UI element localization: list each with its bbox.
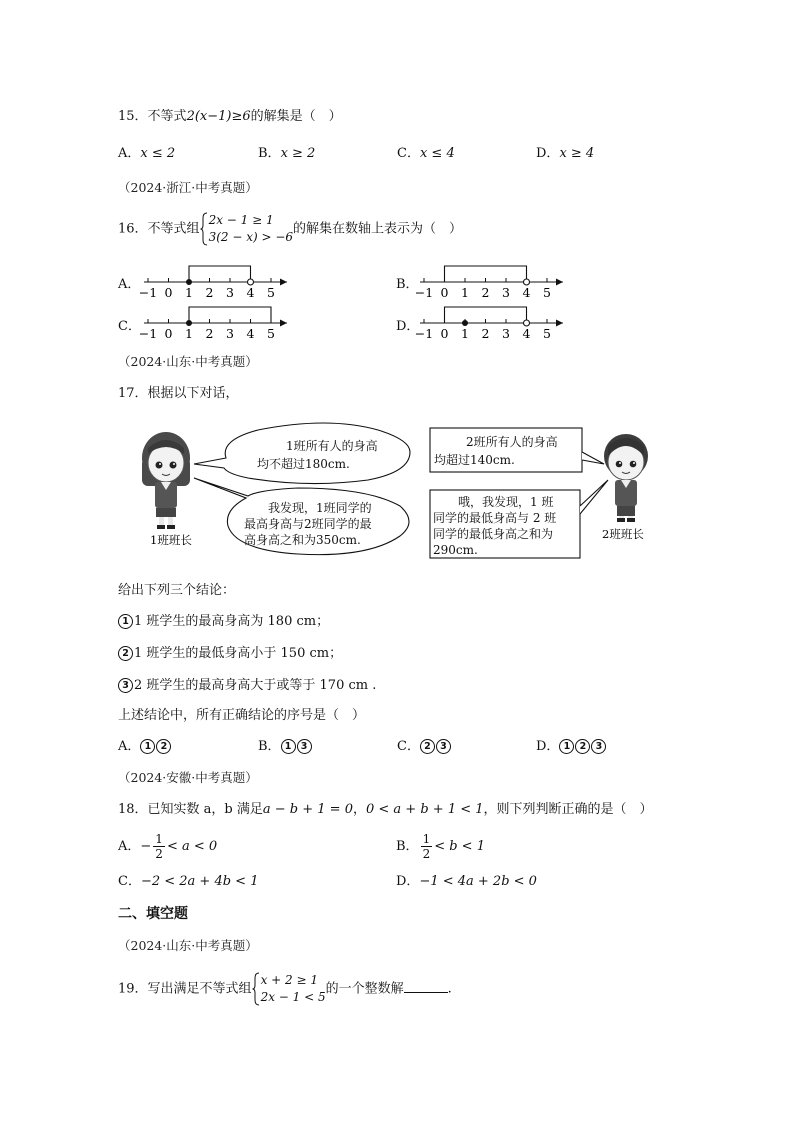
q15-number: 15． — [118, 109, 148, 124]
tick-label: 0 — [164, 285, 173, 300]
axis-arrow-icon — [556, 320, 563, 327]
tick-label: 3 — [502, 326, 510, 341]
svg-text:哦，我发现，1 班: 哦，我发现，1 班 — [458, 495, 554, 509]
svg-text:同学的最低身高之和为: 同学的最低身高之和为 — [433, 527, 554, 541]
q15-expression: 2(x−1)≥6 — [186, 109, 251, 124]
tick-label: 0 — [164, 326, 173, 341]
q18-option-b[interactable]: B． $\frac{1}{2}$ < b < 1 — [396, 832, 485, 861]
q17-conclusion-2: 2 1 班学生的最低身高小于 150 cm； — [118, 645, 342, 663]
q18-option-c[interactable]: C．−2 < 2a + 4b < 1 — [118, 874, 259, 889]
tick-label: 1 — [461, 326, 469, 341]
svg-text:同学的最低身高与 2 班: 同学的最低身高与 2 班 — [433, 511, 557, 525]
tick-label: −1 — [138, 285, 158, 300]
q17-option-d[interactable]: D． 1 2 3 — [536, 738, 607, 756]
tick-label: −1 — [414, 326, 434, 341]
tick-label: 4 — [522, 285, 531, 300]
tick-label: 2 — [205, 285, 214, 300]
q17-option-a[interactable]: A． 1 2 — [118, 738, 172, 756]
q17-conclusion-1: 1 1 班学生的最高身高为 180 cm； — [118, 613, 329, 631]
q17-question: 上述结论中，所有正确结论的序号是（ ） — [118, 708, 366, 723]
tick-label: 3 — [226, 326, 234, 341]
filled-point — [186, 279, 192, 285]
filled-point — [462, 320, 468, 326]
answer-blank[interactable] — [404, 980, 448, 993]
tick-label: 1 — [185, 285, 193, 300]
tick-label: 5 — [543, 285, 551, 300]
boy-class2-monitor-illustration — [604, 434, 648, 522]
svg-text:2班所有人的身高: 2班所有人的身高 — [466, 435, 558, 449]
tick-label: 3 — [226, 285, 234, 300]
label-class2-monitor: 2班班长 — [602, 527, 644, 541]
q17-option-c[interactable]: C． 2 3 — [397, 738, 452, 756]
q19-stem: 19．写出满足不等式组 x + 2 ≥ 1 2x − 1 < 5 的一个整数解 . — [118, 973, 452, 1004]
tick-label: 5 — [543, 326, 551, 341]
tick-label: −1 — [138, 326, 158, 341]
q15-option-c[interactable]: C．x ≤ 4 — [397, 146, 455, 161]
q15-option-d[interactable]: D．x ≥ 4 — [536, 146, 595, 161]
q17-option-b[interactable]: B． 1 3 — [258, 738, 313, 756]
svg-text:最高身高与2班同学的最: 最高身高与2班同学的最 — [244, 517, 372, 531]
tick-label: 4 — [246, 326, 255, 341]
q16-source: （2024·浙江·中考真题） — [118, 180, 258, 195]
q17-conclusion-3: 3 2 班学生的最高身高大于或等于 170 cm . — [118, 677, 376, 695]
open-point — [248, 279, 254, 285]
q17-intro: 给出下列三个结论： — [118, 583, 236, 598]
tick-label: 1 — [461, 285, 469, 300]
svg-text:1班所有人的身高: 1班所有人的身高 — [286, 439, 378, 453]
filled-point — [186, 320, 192, 326]
tick-label: 2 — [481, 326, 490, 341]
svg-text:高身高之和为350cm.: 高身高之和为350cm. — [244, 533, 361, 547]
svg-text:均不超过180cm.: 均不超过180cm. — [257, 457, 350, 471]
q18-source: （2024·安徽·中考真题） — [118, 770, 258, 785]
q19-system: x + 2 ≥ 1 2x − 1 < 5 — [252, 972, 326, 1006]
tick-label: −1 — [414, 285, 434, 300]
q17-stem: 17．根据以下对话， — [118, 386, 239, 401]
axis-arrow-icon — [556, 279, 563, 286]
svg-text:290cm.: 290cm. — [433, 543, 478, 557]
open-point — [524, 320, 530, 326]
q16-option-b-label[interactable]: B． — [396, 277, 419, 292]
q18-stem: 18．已知实数 a，b 满足a − b + 1 = 0，0 < a + b + 1 < 1，则下列判断正确的是（ ） — [118, 802, 653, 817]
tick-label: 1 — [185, 326, 193, 341]
q19-source: （2024·山东·中考真题） — [118, 938, 258, 953]
brace-icon — [200, 212, 208, 246]
q15-option-a[interactable]: A．x ≤ 2 — [118, 146, 176, 161]
tick-label: 0 — [440, 326, 449, 341]
tick-label: 3 — [502, 285, 510, 300]
q16-option-c-label[interactable]: C． — [118, 319, 141, 334]
girl-class1-monitor-illustration — [142, 432, 190, 529]
q16-option-d-label[interactable]: D． — [396, 319, 420, 334]
q15-option-b[interactable]: B．x ≥ 2 — [258, 146, 316, 161]
svg-text:我发现，1班同学的: 我发现，1班同学的 — [268, 501, 372, 515]
brace-icon — [252, 972, 260, 1006]
q18-option-d[interactable]: D．−1 < 4a + 2b < 0 — [396, 874, 537, 889]
q17-dialogue-figure — [128, 418, 668, 568]
q15-stem: 15．不等式2(x−1)≥6的解集是（ ） — [118, 109, 342, 124]
tick-label: 4 — [246, 285, 255, 300]
tick-label: 4 — [522, 326, 531, 341]
tick-label: 5 — [267, 326, 275, 341]
section-title-fill-in: 二、填空题 — [118, 906, 188, 922]
q17-source: （2024·山东·中考真题） — [118, 354, 258, 369]
q16-system: 2x − 1 ≥ 1 3(2 − x) > −6 — [200, 212, 293, 246]
tick-label: 5 — [267, 285, 275, 300]
solution-bracket — [189, 266, 251, 282]
axis-arrow-icon — [280, 320, 287, 327]
svg-text:均超过140cm.: 均超过140cm. — [434, 453, 515, 467]
tick-label: 0 — [440, 285, 449, 300]
axis-arrow-icon — [280, 279, 287, 286]
tick-label: 2 — [481, 285, 490, 300]
q16-option-a-label[interactable]: A． — [118, 277, 141, 292]
q16-stem: 16．不等式组 2x − 1 ≥ 1 3(2 − x) > −6 的解集在数轴上表示为（ ） — [118, 213, 463, 244]
speech-bubble-1 — [194, 423, 410, 484]
q18-option-a[interactable]: A．− $\frac{1}{2}$ < a < 0 — [118, 832, 218, 861]
tick-label: 2 — [205, 326, 214, 341]
label-class1-monitor: 1班班长 — [150, 533, 192, 547]
open-point — [524, 279, 530, 285]
